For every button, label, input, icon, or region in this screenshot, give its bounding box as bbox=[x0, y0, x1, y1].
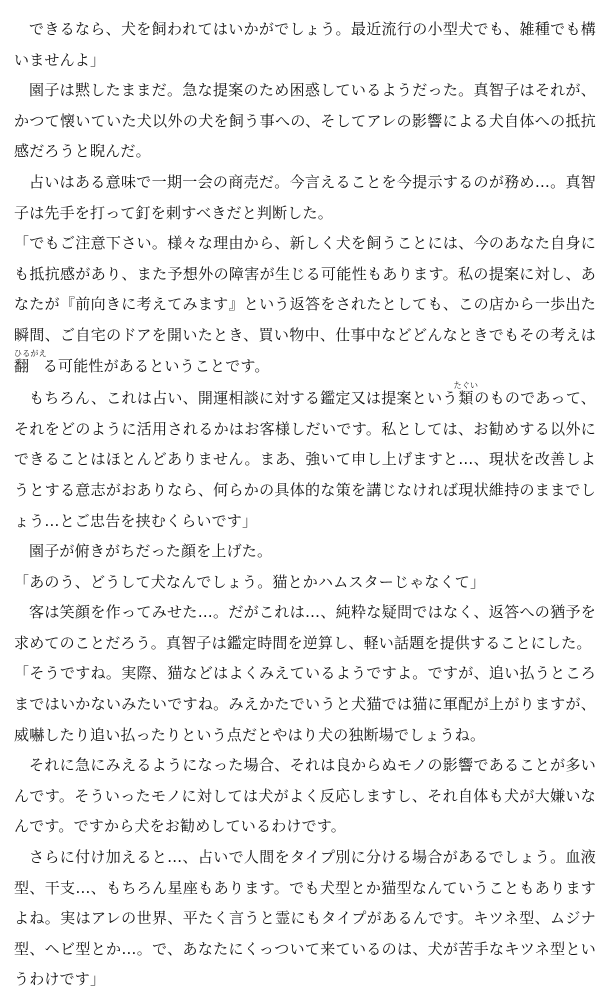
paragraph-4-after: る可能性があるということです。 bbox=[42, 356, 270, 375]
paragraph-10: それに急にみえるようになった場合、それは良からぬモノの影響であることが多いんです。そういったモノに対しては犬がよく反応しますし、それ自体も犬が大嫌いなんです。ですから犬をお勧めしているわけです。 bbox=[14, 756, 596, 836]
ruby-tagui bbox=[453, 381, 479, 408]
paragraph-11: さらに付け加えると…、占いで人間をタイプ別に分ける場合があるでしょう。血液型、干支…、もちろん星座もあります。でも犬型とか猫型なんていうこともありますよね。実はアレの世界、平たく言うと霊にもタイプがあるんです。キツネ型、ムジナ型、ヘビ型とか…。で、あなたにくっついて来ているのは、犬が苦手なキツネ型というわけです」 bbox=[14, 848, 596, 989]
ruby-reading: たぐい bbox=[453, 381, 479, 391]
paragraph-5-after: のものであって、それをどのように活用されるかはお客様しだいです。私としては、お勧めする以外にできることはほとんどありません。まあ、強いて申し上げますと…、現状を改善しようとする意志がおありなら、何らかの具体的な策を講じなければ現状維持のままでしょう…とご忠告を挟むくらいです」 bbox=[14, 389, 596, 530]
ruby-reading: ひるがえ bbox=[14, 348, 47, 358]
ruby-hirugae bbox=[14, 348, 47, 375]
paragraph-6: 園子が俯きがちだった顔を上げた。 bbox=[29, 542, 273, 561]
paragraph-2: 園子は黙したままだ。急な提案のため困惑しているようだった。真智子はそれが、かつて懐いていた犬以外の犬を飼う事への、そしてアレの影響による犬自体への抵抗感だろうと睨んだ。 bbox=[14, 81, 596, 161]
paragraph-7: 「あのう、どうして犬なんでしょう。猫とかハムスターじゃなくて」 bbox=[14, 572, 486, 591]
paragraph-4-before: 「でもご注意下さい。様々な理由から、新しく犬を飼うことには、今のあなた自身にも抵抗感があり、また予想外の障害が生じる可能性もあります。私の提案に対し、あなたが『前向きに考えてみます』という返答をされたとしても、この店から一歩出た瞬間、ご自宅のドアを開いたとき、買い物中、仕事中などどんなときでもその考えは bbox=[14, 234, 596, 344]
paragraph-8: 客は笑顔を作ってみせた…。だがこれは…、純粋な疑問ではなく、返答への猶予を求めてのことだろう。真智子は鑑定時間を逆算し、軽い話題を提供することにした。 bbox=[14, 603, 596, 652]
ruby-base: 翻 bbox=[14, 356, 47, 375]
paragraph-4 bbox=[14, 228, 596, 381]
paragraph-3: 占いはある意味で一期一会の商売だ。今言えることを今提示するのが務め…。真智子は先手を打って釘を刺すべきだと判断した。 bbox=[14, 172, 596, 222]
paragraph-9: 「そうですね。実際、猫などはよくみえているようですよ。ですが、追い払うところまではいかないみたいですね。みえかたでいうと犬猫では猫に軍配が上がりますが、威嚇したり追い払ったりという点だとやはり犬の独断場でしょうね。 bbox=[14, 664, 596, 744]
paragraph-5-before: もちろん、これは占い、開運相談に対する鑑定又は提案という bbox=[29, 389, 458, 408]
paragraph-1: できるなら、犬を飼われてはいかがでしょう。最近流行の小型犬でも、雑種でも構いませんよ」 bbox=[14, 20, 596, 69]
document-body bbox=[14, 14, 596, 995]
paragraph-5 bbox=[14, 381, 596, 536]
ruby-base: 類 bbox=[453, 389, 479, 408]
